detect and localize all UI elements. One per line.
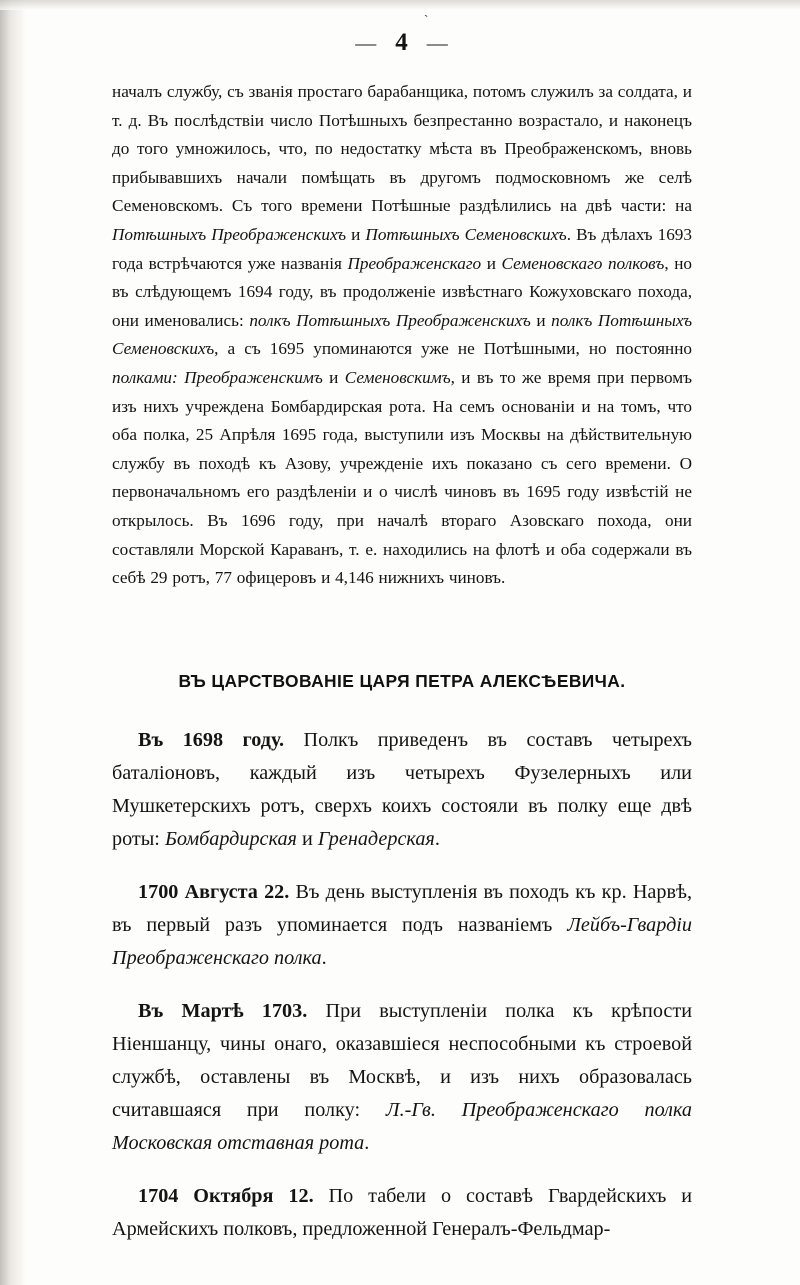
page-number-dash-left: — [355,30,378,55]
scan-edge-left [0,0,26,1285]
entry-text-2: . [364,1132,370,1155]
entry-date-label: Въ 1698 году. [138,728,285,751]
entry-item [112,876,692,975]
entry-text-1: По табели о составѣ Гвардейскихъ и Армейскихъ полковъ, предложенной Генералъ-Фельдмар- [112,1185,692,1241]
entry-item [112,995,692,1160]
page-number: 4 [395,29,409,56]
body-paragraph [112,78,692,593]
section-heading: ВЪ ЦАРСТВОВАНІЕ ЦАРЯ ПЕТРА АЛЕКСѢЕВИЧА. [178,670,626,691]
entry-date-label: Въ Мартѣ 1703. [138,1000,308,1023]
body-text-7: , а съ 1695 упоминаются уже не Потѣшными, но постоянно [214,339,692,359]
entry-text-1: Полкъ приведенъ въ составъ четырехъ баталіоновъ, каждый изъ четырехъ Фузелерныхъ или Мушкетерскихъ ротъ, сверхъ коихъ состояли въ полку еще двѣ роты: [112,728,692,850]
body-italic-6: полкъ Потѣшныхъ Семеновскихъ [112,310,693,359]
entry-italic-1: Л.-Гв. Преображенскаго полка Московская отставная рота [112,1099,692,1155]
body-italic-1: Потѣшныхъ Преображенскихъ [112,224,347,244]
scan-tick-mark: ` [424,12,429,27]
entry-date-label: 1704 Октября 12. [138,1185,314,1208]
body-italic-5: полкъ Потѣшныхъ Преображенскихъ [249,310,531,330]
entry-text-1: Въ день выступленія въ походъ къ кр. Нарвѣ, въ первый разъ упоминается подъ названіемъ [112,880,692,936]
entry-item [112,724,692,856]
entry-text-1: При выступленіи полка къ крѣпости Ніеншанцу, чины онаго, оказавшіеся неспособными къ строевой службѣ, оставлены въ Москвѣ, и изъ нихъ образовалась считавшаяся при полку: [112,1000,693,1122]
entry-date-label: 1700 Августа 22. [138,880,290,903]
entry-italic-2: Гренадерская [317,827,435,850]
entry-italic-1: Лейбъ-Гвардіи Преображенскаго полка [112,913,692,969]
body-italic-7: полками: Преображенскимъ [112,367,323,387]
body-text-2: и [346,224,366,244]
body-text-4: и [481,253,502,273]
body-italic-8: Семеновскимъ [344,367,451,387]
body-text-3: . Въ дѣлахъ 1693 года встрѣчаются уже названія [112,224,692,273]
entry-italic-1: Бомбардирская [164,827,297,850]
body-text-1: началъ службу, съ званія простаго барабанщика, потомъ служилъ за солдата, и т. д. Въ послѣдствіи число Потѣшныхъ безпрестанно возрастало, и наконецъ до того умножилось, что, по недостатку мѣста въ Преображенскомъ, вновь прибывавшихъ начали помѣщать въ другомъ подмосковномъ же селѣ Семеновскомъ. Съ того времени Потѣшные раздѣлились на двѣ части: на [112,82,692,216]
entry-text-2: и [296,827,318,850]
page-header [112,20,692,66]
entry-text-2: . [321,946,327,969]
body-text-5: , но въ слѣдующемъ 1694 году, въ продолженіе извѣстнаго Кожуховскаго похода, они именовались: [112,253,693,330]
entries-list [112,724,692,1247]
body-text-6: и [530,310,552,330]
body-italic-4: Семеновскаго полковъ [501,253,665,273]
body-italic-3: Преображенскаго [347,253,482,273]
body-italic-2: Потѣшныхъ Семеновскихъ [365,224,567,244]
entry-text-3: . [434,827,440,850]
body-text-8: и [322,367,345,387]
entry-item [112,1180,692,1246]
page-content [112,20,692,1246]
body-text-9: , и въ то же время при первомъ изъ нихъ учреждена Бомбардирская рота. На семъ основаніи и на томъ, что оба полка, 25 Апрѣля 1695 года, выступили изъ Москвы на дѣйствительную службу въ походѣ къ Азову, учрежденіе ихъ показано съ сего времени. О первоначальномъ его раздѣленіи и о числѣ чиновъ въ 1695 году извѣстій не открылось. Въ 1696 году, при началѣ втораго Азовскаго похода, они составляли Морской Караванъ, т. е. находились на флотѣ и оба содержали въ себѣ 29 ротъ, 77 офицеровъ и 4,146 нижнихъ чиновъ. [112,367,692,588]
page-number-dash-right: — [426,30,449,55]
scan-edge-top [0,0,800,10]
